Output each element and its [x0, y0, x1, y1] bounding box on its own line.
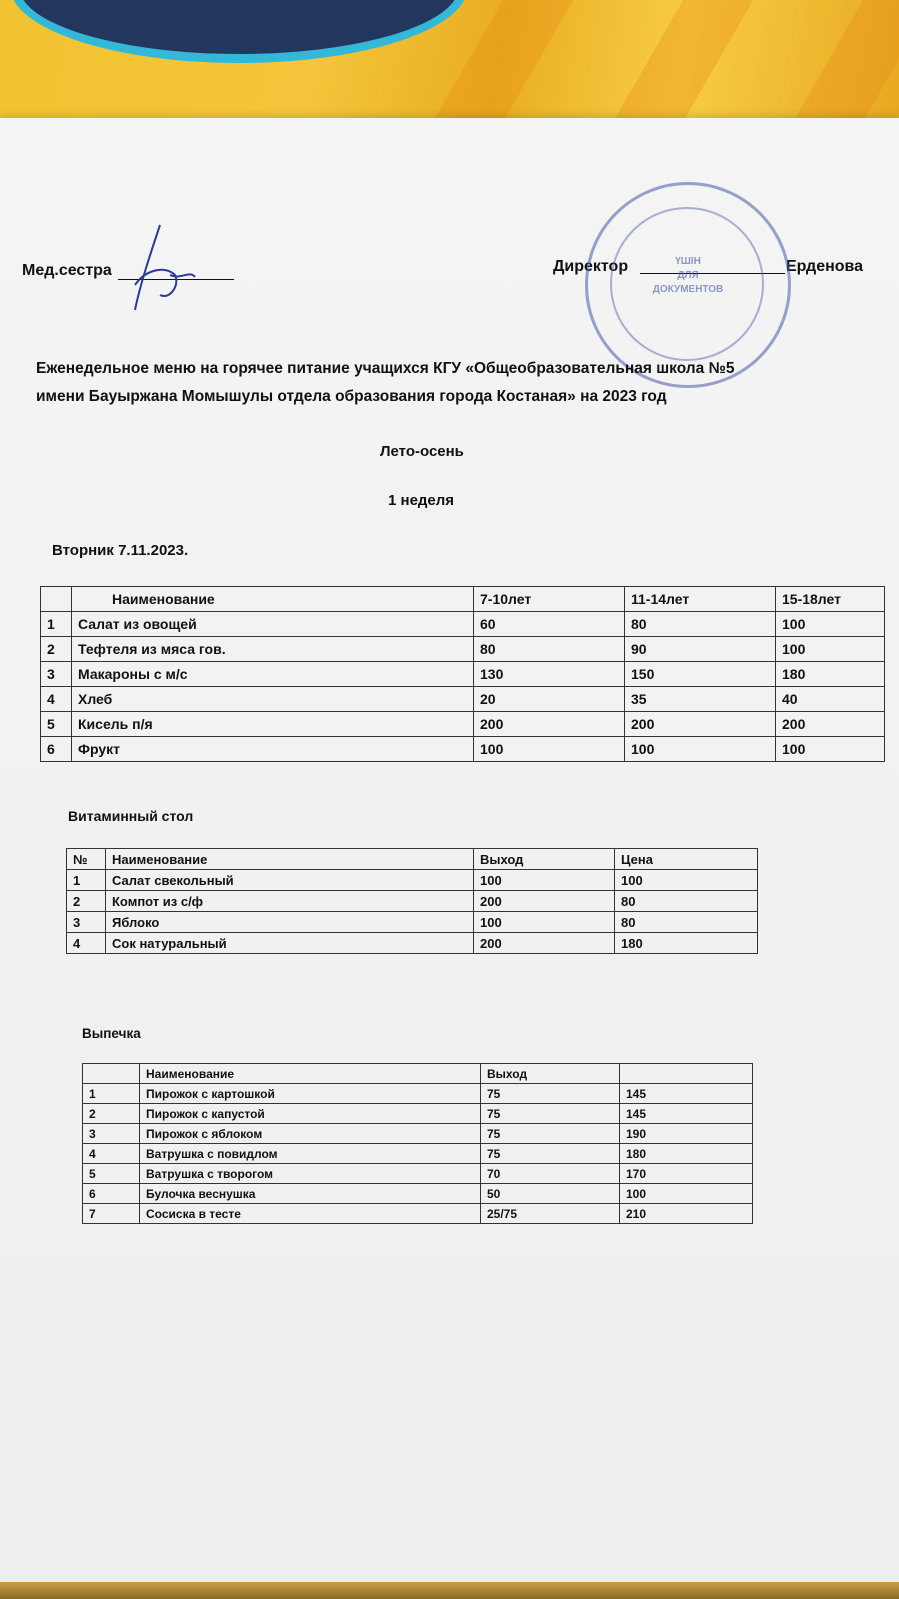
table-header-row — [83, 1064, 753, 1084]
header-cell — [83, 1064, 140, 1084]
table-cell: 80 — [625, 612, 776, 637]
table-cell: Тефтеля из мяса гов. — [72, 637, 474, 662]
stamp-line: ДЛЯ — [677, 270, 699, 281]
header-cell — [41, 587, 72, 612]
table-cell: Сок натуральный — [106, 933, 474, 954]
day-date-label: Вторник 7.11.2023. — [52, 542, 189, 559]
table-cell: 180 — [615, 933, 758, 954]
table-cell: 200 — [625, 712, 776, 737]
table-cell: 6 — [41, 737, 72, 762]
table-cell: 40 — [776, 687, 885, 712]
table-row — [83, 1184, 753, 1204]
table-cell: 75 — [481, 1124, 620, 1144]
table-cell: 80 — [615, 912, 758, 933]
table-cell: 50 — [481, 1184, 620, 1204]
school-stamp — [585, 182, 791, 388]
table-cell: 3 — [41, 662, 72, 687]
header-cell: Выход — [481, 1064, 620, 1084]
header-cell: 11-14лет — [625, 587, 776, 612]
week-label: 1 неделя — [388, 492, 455, 509]
table-row — [83, 1124, 753, 1144]
table-cell: 3 — [67, 912, 106, 933]
bakery-table — [82, 1063, 753, 1224]
table-cell: 6 — [83, 1184, 140, 1204]
header-cell: Наименование — [106, 849, 474, 870]
table-cell: 190 — [620, 1124, 753, 1144]
table-cell: Булочка веснушка — [140, 1184, 481, 1204]
table-cell: 100 — [776, 612, 885, 637]
table-row — [41, 662, 885, 687]
table-cell: 100 — [615, 870, 758, 891]
table-header-row — [41, 587, 885, 612]
header-cell: Цена — [615, 849, 758, 870]
table-cell: Макароны с м/с — [72, 662, 474, 687]
table-cell: 1 — [67, 870, 106, 891]
table-cell: Сосиска в тесте — [140, 1204, 481, 1224]
table-header-row — [67, 849, 758, 870]
table-cell: 1 — [83, 1084, 140, 1104]
table-cell: 5 — [83, 1164, 140, 1184]
table-cell: 80 — [474, 637, 625, 662]
frame-bottom-edge — [0, 1582, 899, 1599]
table-cell: 180 — [776, 662, 885, 687]
table-cell: 100 — [776, 637, 885, 662]
table-cell: 2 — [83, 1104, 140, 1124]
table-cell: 90 — [625, 637, 776, 662]
table-cell: 3 — [83, 1124, 140, 1144]
table-cell: 60 — [474, 612, 625, 637]
table-cell: 200 — [474, 933, 615, 954]
table-cell: 150 — [625, 662, 776, 687]
table-cell: 200 — [474, 712, 625, 737]
table-cell: 4 — [67, 933, 106, 954]
table-cell: Компот из с/ф — [106, 891, 474, 912]
table-cell: Салат свекольный — [106, 870, 474, 891]
header-cell: 7-10лет — [474, 587, 625, 612]
header-cell: Выход — [474, 849, 615, 870]
table-row — [83, 1104, 753, 1124]
nurse-label: Мед.сестра — [22, 262, 112, 279]
table-cell: Пирожок с яблоком — [140, 1124, 481, 1144]
table-cell: 5 — [41, 712, 72, 737]
table-row — [41, 712, 885, 737]
director-name: Ерденова — [786, 258, 864, 275]
header-cell: Наименование — [140, 1064, 481, 1084]
table-cell: 7 — [83, 1204, 140, 1224]
stamp-line: ДОКУМЕНТОВ — [652, 284, 724, 295]
table-cell: Яблоко — [106, 912, 474, 933]
table-cell: 100 — [474, 912, 615, 933]
table-cell: 4 — [41, 687, 72, 712]
stamp-text — [643, 255, 733, 297]
header-cell: № — [67, 849, 106, 870]
director-label: Директор — [553, 258, 629, 275]
header-cell — [620, 1064, 753, 1084]
table-cell: 180 — [620, 1144, 753, 1164]
season-label: Лето-осень — [380, 443, 464, 460]
table-cell: 200 — [776, 712, 885, 737]
table-row — [67, 870, 758, 891]
table-cell: 170 — [620, 1164, 753, 1184]
header-cell: Наименование — [72, 587, 474, 612]
table-row — [41, 612, 885, 637]
table-cell: 200 — [474, 891, 615, 912]
table-cell: 25/75 — [481, 1204, 620, 1224]
table-row — [41, 637, 885, 662]
table-row — [67, 891, 758, 912]
table-row — [83, 1144, 753, 1164]
table-cell: 210 — [620, 1204, 753, 1224]
table-row — [83, 1084, 753, 1104]
menu-title-line1: Еженедельное меню на горячее питание учащихся КГУ «Общеобразовательная школа №5 — [36, 360, 735, 377]
table-cell: Пирожок с капустой — [140, 1104, 481, 1124]
table-cell: 35 — [625, 687, 776, 712]
table-cell: Ватрушка с повидлом — [140, 1144, 481, 1164]
table-cell: Салат из овощей — [72, 612, 474, 637]
table-cell: 100 — [474, 870, 615, 891]
table-cell: 80 — [615, 891, 758, 912]
table-cell: 4 — [83, 1144, 140, 1164]
table-row — [83, 1164, 753, 1184]
table-cell: 20 — [474, 687, 625, 712]
bakery-table-title: Выпечка — [82, 1026, 141, 1041]
table-cell: 2 — [67, 891, 106, 912]
table-cell: 100 — [620, 1184, 753, 1204]
table-cell: Ватрушка с творогом — [140, 1164, 481, 1184]
table-cell: 145 — [620, 1104, 753, 1124]
table-row — [41, 737, 885, 762]
header-cell: 15-18лет — [776, 587, 885, 612]
table-cell: 75 — [481, 1144, 620, 1164]
main-menu-table — [40, 586, 885, 762]
table-cell: 130 — [474, 662, 625, 687]
table-cell: 100 — [776, 737, 885, 762]
table-cell: 100 — [474, 737, 625, 762]
menu-title-line2: имени Бауыржана Момышулы отдела образования города Костаная» на 2023 год — [36, 388, 667, 405]
stamp-line: ҮШІН — [675, 256, 701, 267]
table-cell: 1 — [41, 612, 72, 637]
table-row — [83, 1204, 753, 1224]
table-cell: Пирожок с картошкой — [140, 1084, 481, 1104]
table-cell: 100 — [625, 737, 776, 762]
table-cell: 2 — [41, 637, 72, 662]
table-row — [67, 912, 758, 933]
table-cell: 75 — [481, 1104, 620, 1124]
table-cell: Хлеб — [72, 687, 474, 712]
table-cell: Фрукт — [72, 737, 474, 762]
table-row — [41, 687, 885, 712]
table-cell: 75 — [481, 1084, 620, 1104]
table-row — [67, 933, 758, 954]
table-cell: Кисель п/я — [72, 712, 474, 737]
table-cell: 145 — [620, 1084, 753, 1104]
nurse-signature — [120, 215, 200, 320]
vitamin-table — [66, 848, 758, 954]
table-cell: 70 — [481, 1164, 620, 1184]
vitamin-table-title: Витаминный стол — [68, 808, 194, 824]
